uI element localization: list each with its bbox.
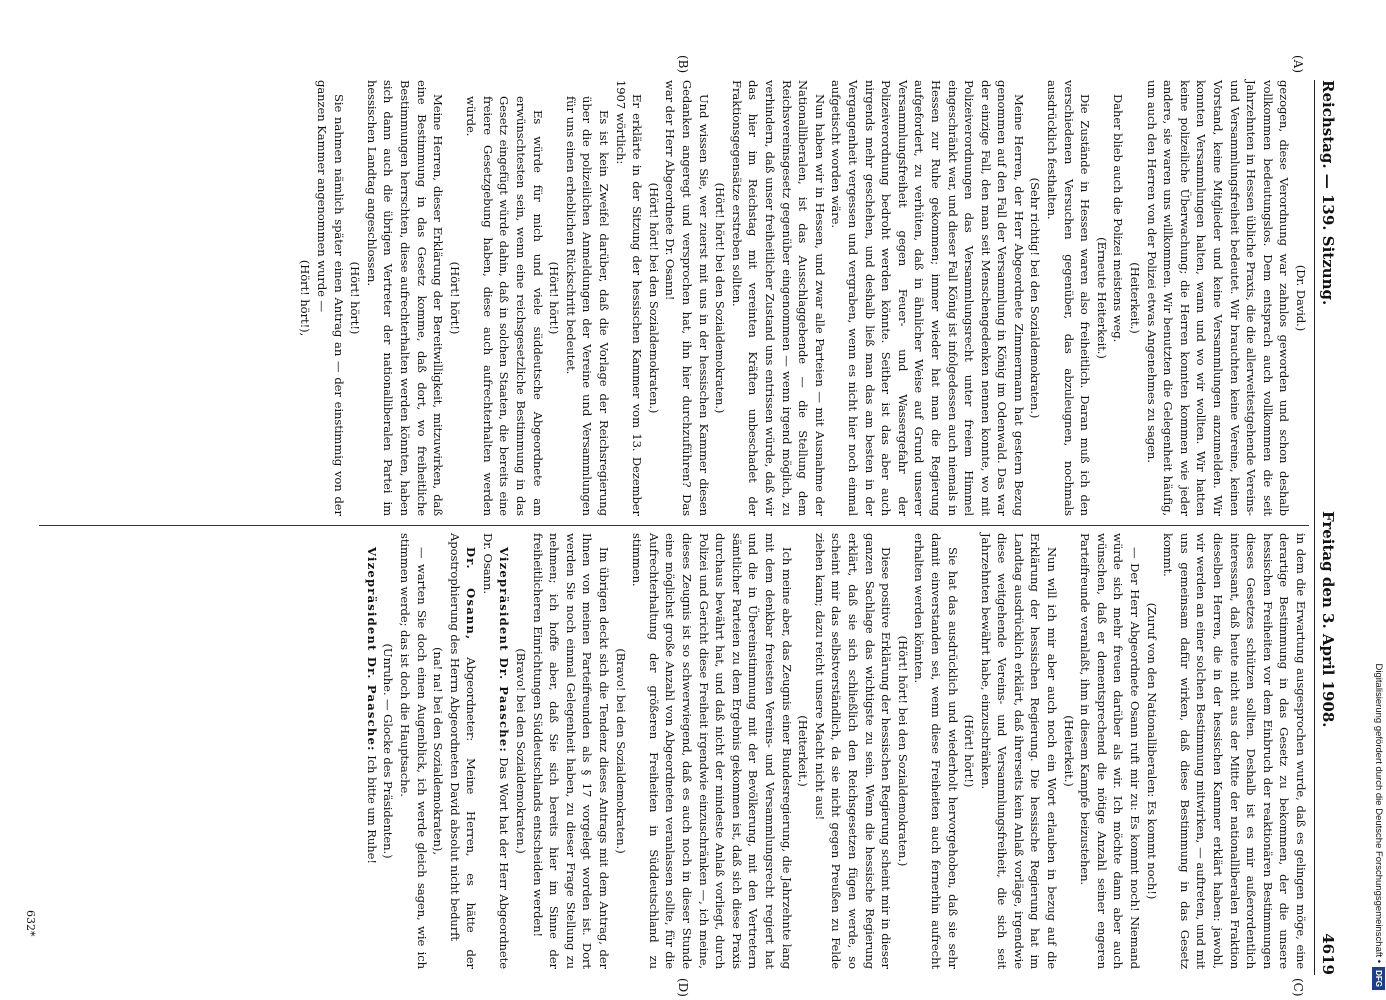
- speaker-note: (Dr. David.): [1294, 264, 1308, 332]
- paragraph: Sie nahmen nämlich später einen Antrag an — der einstimmig von der ganzen Kammer angenommen wurde —: [314, 80, 346, 516]
- interjection: (Hört! hört!): [348, 261, 363, 335]
- dfg-logo: DFG: [1373, 967, 1386, 990]
- speaker-label: Dr. Osann,: [464, 547, 479, 641]
- interjection: (Unruhe. — Glocke des Präsidenten.): [381, 643, 396, 859]
- interjection: (Hört! hört!): [962, 714, 977, 788]
- paragraph: Er erklärte in der Sitzung der hessischen Kammer vom 13. Dezember 1907 wörtlich:: [613, 80, 645, 516]
- paragraph: gezogen, diese Verordnung war zahnlos geworden und schon deshalb vollkommen bedeutungslos. Dem entsprach auch vollkommen die seit Jahrzehnten in Hessen übliche Praxis, die die allerweitestgehende Vereins- und Versammlungsfreiheit bedeutet. Wir brauchten keine Vereine, keinen Vorstand, keine Mitglieder und keine Versammlungen anzumelden. Wir konnten Versammlungen halten, wann und wo wir wollten. Wir hatten keine polizeiliche Überwachung; die Herren konnten kommen wie jeder andere, sie waren uns willkommen. Wir benutzten die Gelegenheit häufig, um auch den Herren von der Polizei etwas Angenehmes zu sagen.: [1144, 80, 1292, 516]
- column-rule: [39, 525, 1309, 526]
- quotation: Es würde für mich und viele süddeutsche Abgeordnete am erwünschtesten sein, wenn eine reichsgesetzliche Bestimmung in das Gesetz eingefügt würde dahin, daß in solchen Staaten, die bereits eine freiere Gesetzgebung haben, diese auch aufrechterhalten werden würde.: [464, 96, 545, 516]
- speaker-text: Ich bitte um Ruhe!: [364, 755, 379, 864]
- running-header: [1319, 80, 1345, 975]
- margin-mark-d: (D): [676, 978, 690, 997]
- interjection: (Hört! hört! bei den Sozialdemokraten.): [713, 182, 728, 414]
- left-column: [297, 80, 1309, 516]
- signature-mark: 632*: [24, 910, 37, 937]
- interjection: (Hört! hört!): [447, 261, 462, 335]
- interjection: (Hört! hört!),: [298, 259, 313, 337]
- speaker-text: Das Wort hat der Herr Abgeordnete Dr. Osann.: [480, 533, 512, 969]
- interjection: (Hört! hört! bei den Sozialdemokraten.): [895, 635, 910, 867]
- page-number: 4619: [1319, 933, 1337, 975]
- header-left: Reichstag. — 139. Sitzung.: [1319, 80, 1337, 306]
- margin-mark-b: (B): [676, 55, 690, 74]
- interjection: (Erneute Heiterkeit.): [1094, 237, 1109, 359]
- margin-mark-a: (A): [1291, 55, 1305, 74]
- header-date: Freitag den 3. April 1908.: [1319, 510, 1337, 728]
- digitization-credit: [1372, 10, 1386, 990]
- paragraph: Die Zustände in Hessen waren also freiheitlich. Daran muß ich den verschiedenen Versuchen gegenüber, das abzuleugnen, nochmals ausdrücklich festhalten.: [1045, 80, 1093, 516]
- interjection: (Bravo! bei den Sozialdemokraten.): [514, 648, 529, 854]
- interjection: (Heiterkeit.): [796, 715, 811, 787]
- header-rule: [1314, 80, 1315, 975]
- paragraph: Ich meine aber, das Zeugnis einer Bundesregierung, die Jahrzehnte lang mit dem denkbar freiesten Vereins- und Versammlungsrecht regiert hat und die in Übereinstimmung mit der Bevölkerung, mit den Vertretern sämtlicher Parteien zu dem Ergebnis gekommen ist, daß sich diese Praxis durchaus bewährt hat, und daß nicht der mindeste Anlaß vorliegt, durch Polizei und Gericht diese Freiheit irgendwie einzuschränken —, ich meine, dieses Zeugnis ist so schwerwiegend, daß es auch noch in dieser Stunde eine möglichst große Anzahl von Abgeordneten veranlassen sollte, für die Aufrechterhaltung der größeren Freiheiten in Süddeutschland zu stimmen.: [630, 533, 794, 969]
- quotation: Es ist kein Zweifel darüber, daß die Vorlage der Reichsregierung über die polizeilichen Anmeldungen der Vereine und Versammlungen für uns einen erheblichen Rückschritt bedeutet.: [563, 96, 612, 516]
- speaker-label: Vizepräsident Dr. Paasche:: [497, 547, 512, 753]
- paragraph: Nun haben wir in Hessen, und zwar alle Parteien — mit Ausnahme der Nationalliberalen, ist das Ausschlaggebende — die Stellung dem Reichsvereinsgesetz gegenüber eingenommen — wenn irgend möglich, zu verhindern, daß unser freiheitlicher Zustand uns entrissen würde, daß wir das hier im Reichstag mit vereinten Kräften unbeschadet der Fraktionsgegensätze erstreben sollten.: [729, 80, 827, 516]
- paragraph: Nun will ich mir aber auch noch ein Wort erlauben in bezug auf die Erklärung der hessischen Regierung. Die hessische Regierung hat im Landtag ausdrücklich erklärt, daß ihrerseits kein Anlaß vorläge, irgendwie diese weitgehende Vereins- und Versammlungsfreiheit, die sich seit Jahrzehnten bewährt habe, einzuschränken.: [978, 533, 1060, 969]
- paragraph: Daher blieb auch die Polizei meistens weg.: [1111, 94, 1126, 343]
- protocol-page: [15, 55, 1345, 995]
- paragraph: Diese positive Erklärung der hessischen Regierung scheint mir in dieser ganzen Sachlage das wichtigste zu sein. Wenn die hessische Regierung erklärt, daß sie sich schließlich den Reichsgesetzen fügen werde, so scheint mir das selbstverständlich, da sie nicht gegen Preußen zu Felde ziehen kann; dazu reicht unsere Macht nicht aus!: [812, 533, 894, 969]
- margin-mark-c: (C): [1291, 978, 1305, 997]
- right-column: [363, 533, 1309, 969]
- interjection: (Zuruf von den Nationalliberalen: Es kommt noch!): [1144, 602, 1159, 900]
- interjection: (Hört! hört! bei den Sozialdemokraten.): [646, 182, 661, 414]
- interjection: (Heiterkeit.): [1061, 715, 1076, 787]
- credit-text: Digitalisierung gefördert durch die Deutsche Forschungsgemeinschaft •: [1373, 663, 1385, 964]
- interjection: (Bravo! bei den Sozialdemokraten.): [613, 648, 628, 854]
- paragraph: — Der Herr Abgeordnete Osann ruft mir zu: Es kommt noch! Niemand würde sich mehr freuen darüber als wir. Ich möchte dann aber auch wünschen, daß er dementsprechend die nötige Anzahl seiner engeren Parteifreunde veranlaßt, ihm in diesem Kampfe beizustehen.: [1078, 533, 1143, 969]
- paragraph: — warten Sie doch einen Augenblick, ich werde gleich sagen, wie ich stimmen werde; das ist doch die Hauptsache.: [397, 533, 429, 969]
- interjection: (Sehr richtig! bei den Sozialdemokraten.): [1028, 177, 1043, 419]
- interjection: (Heiterkeit.): [1128, 262, 1143, 334]
- speaker-label: Vizepräsident Dr. Paasche:: [364, 547, 379, 752]
- speaker-text: Abgeordneter: Meine Herren, es hätte der Apostrophierung des Herrn Abgeordneten David absolut nicht bedurft: [447, 533, 479, 969]
- paragraph: [446, 533, 479, 969]
- paragraph: Und wissen Sie, wer zuerst mit uns in der hessischen Kammer diesen Gedanken angeregt und versprochen hat, ihn hier durchzuführen? Das war der Herr Abgeordnete Dr. Osann!: [663, 80, 711, 516]
- paragraph: Meine Herren, der Herr Abgeordnete Zimmermann hat gestern Bezug genommen auf den Fall der Versammlung in König im Odenwald. Das war der einzige Fall, den man seit Menschengedenken nennen konnte, wo mit Polizeiverordnungen das Versammlungsrecht unter freiem Himmel eingeschränkt war, und dieser Fall König ist infolgedessen auch niemals in Hessen zur Ruhe gekommen; immer wieder hat man die Regierung aufgefordert, zu verhüten, daß in ähnlicher Weise auf Grund unserer Versammlungsfreiheit gegen Feuer- und Wassergefahr der Polizeiverordnung bedroht werden könnte. Seither ist das aber auch nirgends mehr geschehen, und deshalb ließ man das am besten in der Vergangenheit vergessen und vergraben, wenn es nicht hier noch einmal aufgetischt worden wäre.: [829, 80, 1026, 516]
- paragraph: Sie hat das ausdrücklich und wiederholt hervorgehoben, daß sie sehr damit einverstanden sei, wenn diese Freiheiten auch fernerhin aufrecht erhalten werden könnten.: [912, 533, 960, 969]
- paragraph: in dem die Erwartung ausgesprochen wurde, daß es gelingen möge, eine derartige Bestimmung in das Gesetz zu bekommen, der die unsere hessischen Freiheiten vor dem Einbruch der reaktionären Bestimmungen dieses Gesetzes schützen sollten. Deshalb ist es mir außerordentlich interessant, daß heute nicht aus der Mitte der nationalliberalen Fraktion dieselben Herren, die in der hessischen Kammer erklärt haben: jawohl, wir werden an einer solchen Bestimmung mitwirken, — auftreten, und mit uns gemeinsam dafür wirken, daß diese Bestimmung in das Gesetz kommt.: [1161, 533, 1308, 969]
- paragraph: [479, 533, 512, 969]
- interjection: (Hört! hört!): [547, 261, 562, 335]
- paragraph: Im übrigen deckt sich die Tendenz dieses Antrags mit dem Antrag, der Ihnen von meinen Parteifreunden als § 17 vorgelegt worden ist. Dort werden Sie noch einmal Gelegenheit haben, zu dieser Frage Stellung zu nehmen; ich hoffe aber, daß Sie sich bereits hier im Sinne der freiheitlicheren Einrichtungen Süddeutschlands entscheiden werden!: [530, 533, 612, 969]
- paragraph: [363, 533, 380, 969]
- paragraph: Meine Herren, dieser Erklärung der Bereitwilligkeit, mitzuwirken, daß eine Bestimmung in das Gesetz komme, daß dort, wo freiheitliche Bestimmungen herrschten, diese aufrechterhalten werden könnten, haben sich dann auch die übrigen Vertreter der nationalliberalen Partei im hessischen Landtag angeschlossen.: [364, 80, 446, 516]
- interjection: (na! na! bei den Sozialdemokraten),: [431, 647, 446, 855]
